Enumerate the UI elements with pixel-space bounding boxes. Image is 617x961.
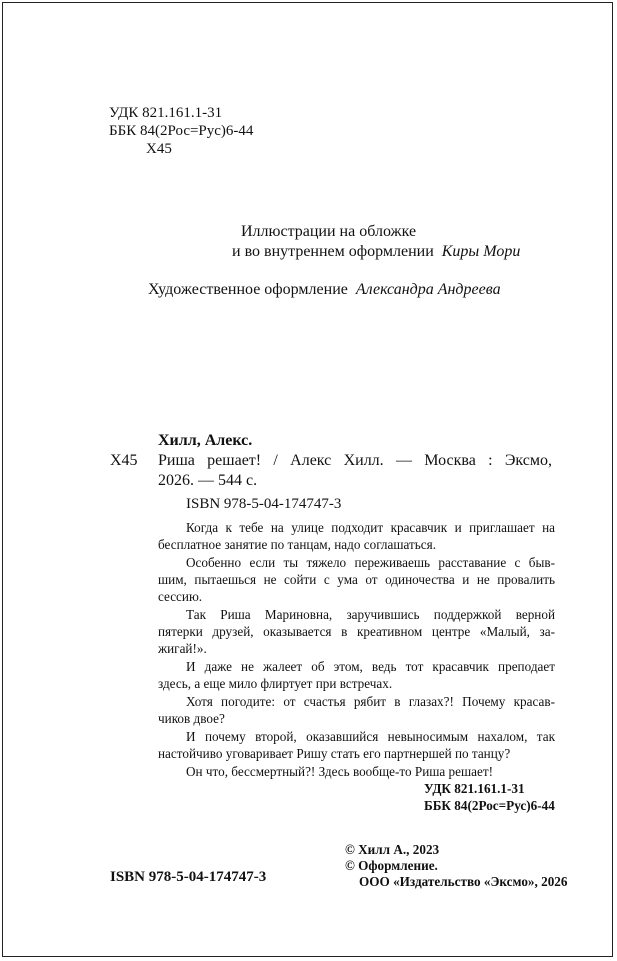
annotation-line: сессию. xyxy=(158,589,203,604)
annotation-line: Когда к тебе на улице подходит красавчик и приглашает на xyxy=(186,520,555,535)
annotation-line: жигай!». xyxy=(158,641,207,656)
illustrations-credit-line1: Иллюстрации на обложке xyxy=(241,223,417,240)
bottom-bbk-code: ББК 84(2Рос=Рус)6-44 xyxy=(424,798,555,813)
copyright-design: © Оформление. xyxy=(345,858,438,873)
annotation-line: чиков двое? xyxy=(158,711,225,726)
designer-name: Александра Андреева xyxy=(355,281,501,298)
annotation xyxy=(158,519,555,781)
illustrations-credit-line2 xyxy=(232,242,520,262)
annotation-paragraph xyxy=(158,728,555,762)
copyright-author: © Хилл А., 2023 xyxy=(345,842,440,857)
author-sign: Х45 xyxy=(146,141,172,157)
copyright-publisher: ООО «Издательство «Эксмо», 2026 xyxy=(359,874,568,889)
udk-code: УДК 821.161.1-31 xyxy=(109,105,223,121)
design-credit xyxy=(148,280,501,300)
annotation-line: здесь, а еще мило флиртует при встречах. xyxy=(158,676,393,691)
annotation-line: И даже не жалеет об этом, ведь тот красавчик преподает xyxy=(186,659,555,674)
illustrator-name: Киры Мори xyxy=(441,243,521,260)
catalog-isbn: ISBN 978-5-04-174747-3 xyxy=(186,496,342,512)
annotation-paragraph xyxy=(158,693,555,727)
annotation-line: И почему второй, оказавшийся невыносимым нахалом, так xyxy=(186,729,555,744)
annotation-line: пятерки друзей, оказывается в креативном центре «Малый, за- xyxy=(158,624,555,639)
annotation-paragraph xyxy=(158,519,555,553)
footer-isbn: ISBN 978-5-04-174747-3 xyxy=(110,869,267,885)
annotation-line: настойчиво уговаривает Ришу стать его партнершей по танцу? xyxy=(158,746,511,761)
catalog-author-sign: Х45 xyxy=(110,452,138,469)
design-credit-label: Художественное оформление xyxy=(148,281,348,298)
bbk-code: ББК 84(2Рос=Рус)6-44 xyxy=(109,123,254,139)
annotation-line: Так Риша Мариновна, заручившись поддержкой верной xyxy=(186,607,555,622)
annotation-paragraph xyxy=(158,763,555,780)
annotation-paragraph xyxy=(158,658,555,692)
catalog-title-line1: Риша решает! / Алекс Хилл. — Москва : Эксмо, xyxy=(158,452,552,469)
annotation-line: бесплатное занятие по танцам, надо соглашаться. xyxy=(158,537,437,552)
catalog-title-line2: 2026. — 544 с. xyxy=(158,472,258,489)
bottom-udk-code: УДК 821.161.1-31 xyxy=(424,781,525,796)
annotation-line: Особенно если ты тяжело переживаешь расставание с быв- xyxy=(186,555,555,570)
annotation-line: шим, пытаешься не сойти с ума от одиночества и не провалить xyxy=(158,572,555,587)
illustrations-credit-label: и во внутреннем оформлении xyxy=(232,243,434,260)
annotation-line: Он что, бессмертный?! Здесь вообще-то Риша решает! xyxy=(186,764,494,779)
annotation-paragraph xyxy=(158,554,555,605)
catalog-author: Хилл, Алекс. xyxy=(158,432,253,449)
annotation-paragraph xyxy=(158,606,555,657)
annotation-line: Хотя погодите: от счастья рябит в глазах?! Почему красав- xyxy=(186,694,555,709)
